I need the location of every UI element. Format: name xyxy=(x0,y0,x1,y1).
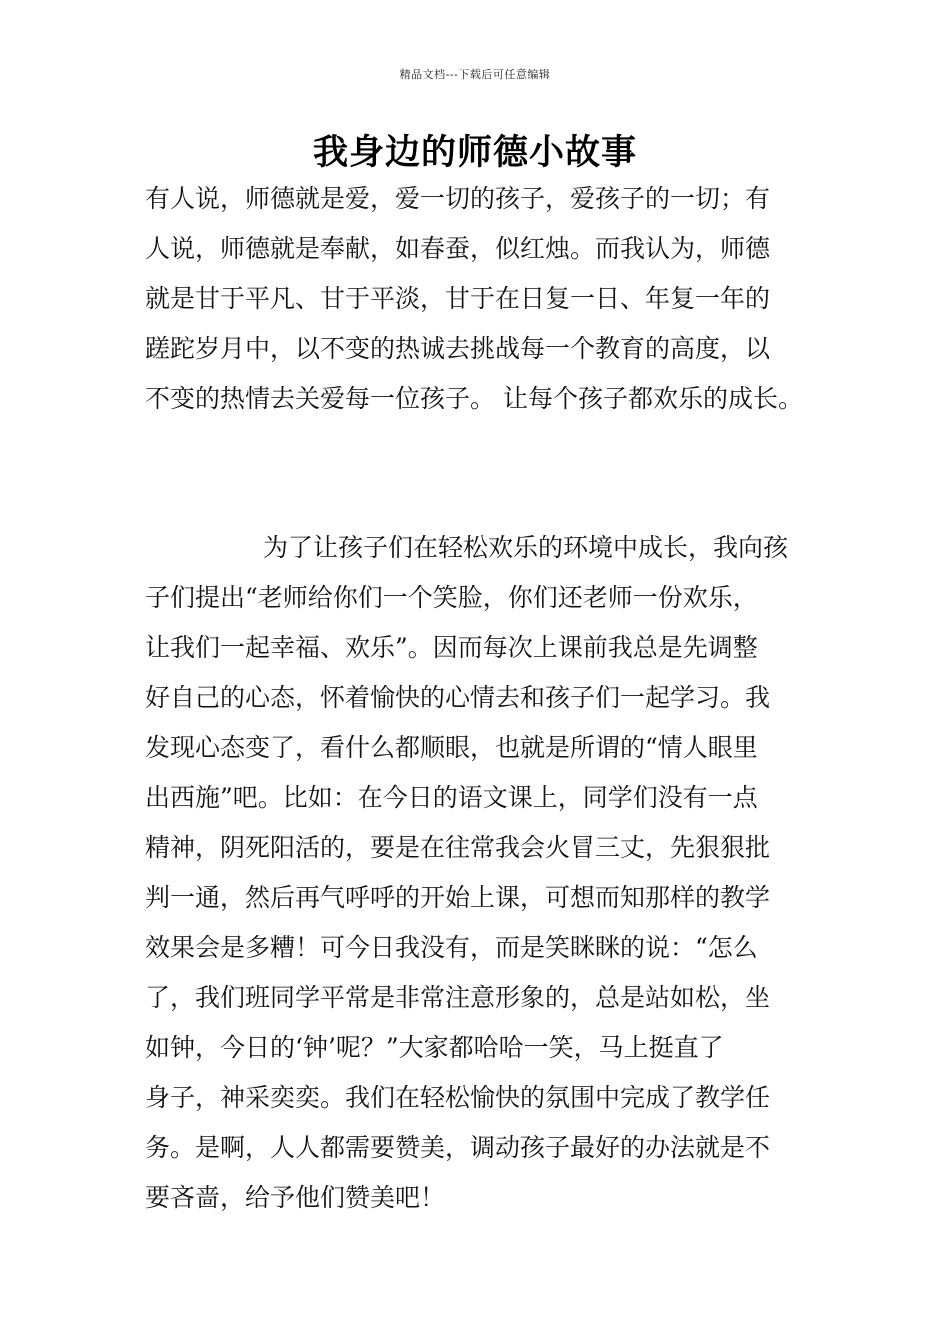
paragraph-line: 务。是啊，人人都需要赞美，调动孩子最好的办法就是不 xyxy=(145,1133,771,1162)
paragraph-line: 有人说，师德就是爱，爱一切的孩子，爱孩子的一切；有 xyxy=(145,184,771,213)
paragraph-line: 要吝啬，给予他们赞美吧！ xyxy=(145,1183,446,1212)
paragraph-line: 判一通，然后再气呼呼的开始上课，可想而知那样的教学 xyxy=(145,883,771,912)
paragraph-story xyxy=(145,523,845,1223)
paragraph-line: 效果会是多糟！可今日我没有，而是笑眯眯的说：“怎么 xyxy=(145,933,758,962)
paragraph-line: 为了让孩子们在轻松欢乐的环境中成长，我向孩 xyxy=(263,533,789,562)
paragraph-line: 发现心态变了，看什么都顺眼，也就是所谓的“情人眼里 xyxy=(145,733,758,762)
paragraph-line: 子们提出“老师给你们一个笑脸，你们还老师一份欢乐， xyxy=(145,583,758,612)
paragraph-line: 就是甘于平凡、甘于平淡，甘于在日复一日、年复一年的 xyxy=(145,284,771,313)
paragraph-line: 让我们一起幸福、欢乐”。因而每次上课前我总是先调整 xyxy=(145,633,758,662)
document-title: 我身边的师德小故事 xyxy=(312,133,637,173)
paragraph-line: 不变的热情去关爱每一位孩子。 让每个孩子都欢乐的成长。 xyxy=(145,384,803,413)
paragraph-line: 人说，师德就是奉献，如春蚕，似红烛。而我认为，师德 xyxy=(145,234,771,263)
paragraph-line: 身子，神采奕奕。我们在轻松愉快的氛围中完成了教学任 xyxy=(145,1083,771,1112)
paragraph-line: 了，我们班同学平常是非常注意形象的，总是站如松，坐 xyxy=(145,983,771,1012)
paragraph-line: 如钟，今日的‘钟’呢？”大家都哈哈一笑，马上挺直了 xyxy=(145,1033,724,1062)
paragraph-line: 好自己的心态，怀着愉快的心情去和孩子们一起学习。我 xyxy=(145,683,771,712)
paragraph-line: 蹉跎岁月中，以不变的热诚去挑战每一个教育的高度，以 xyxy=(145,334,771,363)
paragraph-line: 精神，阴死阳活的，要是在往常我会火冒三丈，先狠狠批 xyxy=(145,833,771,862)
header-note: 精品文档---下载后可任意编辑 xyxy=(399,68,551,81)
paragraph-intro xyxy=(145,174,845,424)
paragraph-line: 出西施”吧。比如：在今日的语文课上，同学们没有一点 xyxy=(145,783,758,812)
